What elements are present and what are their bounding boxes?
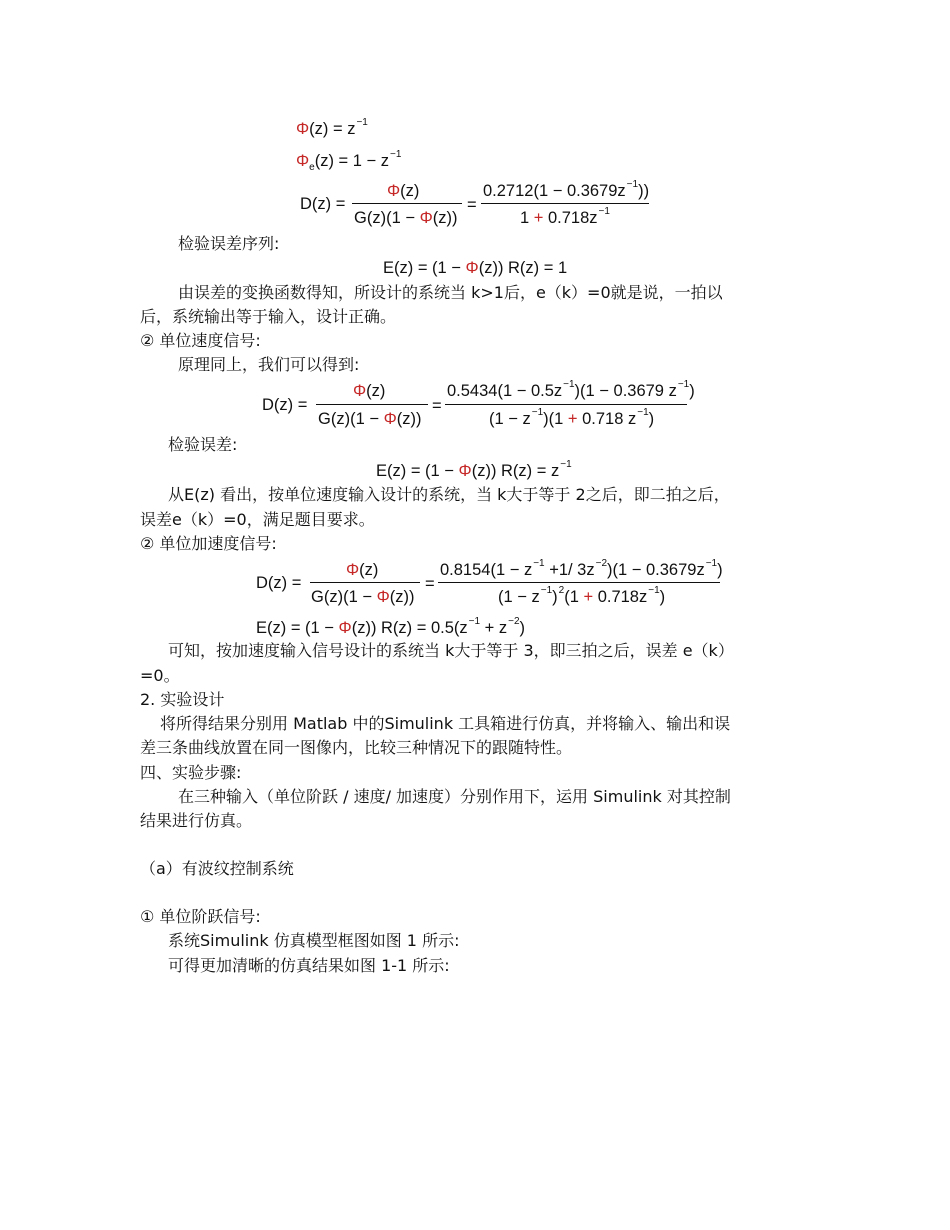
paragraph-line: 将所得结果分别用 Matlab 中的Simulink 工具箱进行仿真，并将输入、输出和误	[160, 714, 731, 733]
fraction-bar	[445, 404, 687, 405]
paragraph-line: 结果进行仿真。	[140, 811, 253, 830]
formula-d1-den1: G(z)(1 − Φ(z))	[354, 209, 458, 227]
section-heading-4: 四、实验步骤:	[140, 763, 242, 782]
formula-d2-den2: $(1 - z^{-1})(1 + 0.718$ $z^{-1}$)	[489, 407, 655, 428]
formula-phi-e: $\Phi_e(z) = 1 - z^{-1}$	[296, 149, 402, 173]
formula-e2: E(z) = (1 − Φ(z)) $R(z) = z^{-1}$	[376, 459, 572, 480]
paragraph-line: 误差e（k）=0，满足题目要求。	[140, 510, 375, 529]
formula-d1-num1: Φ(z)	[387, 182, 420, 200]
formula-d2-lhs: D(z) =	[262, 396, 308, 414]
fraction-bar	[316, 404, 428, 405]
paragraph-line: =0。	[140, 666, 180, 685]
paragraph-line: 后，系统输出等于输入，设计正确。	[140, 307, 397, 326]
paragraph-line: 可知，按加速度输入信号设计的系统当 k大于等于 3，即三拍之后，误差 e（k）	[168, 641, 734, 660]
formula-phi: $\Phi(z) = z^{-1}$	[296, 117, 368, 138]
formula-d3-num1: Φ(z)	[346, 561, 379, 579]
formula-d2-num2: $0.5434(1 - 0.5z^{-1})(1 - 0.3679$ $z^{-1}$)	[447, 379, 695, 400]
heading-step: ① 单位阶跃信号:	[140, 907, 261, 926]
paragraph-line: 原理同上，我们可以得到:	[178, 355, 360, 374]
section-heading-2: 2. 实验设计	[140, 690, 225, 709]
heading-velocity: ② 单位速度信号:	[140, 331, 261, 350]
heading-acceleration: ② 单位加速度信号:	[140, 534, 277, 553]
formula-d2-den1: G(z)(1 − Φ(z))	[318, 410, 422, 428]
formula-d1-den2: $1 + 0.718z^{-1}$	[520, 206, 610, 227]
fraction-bar	[352, 203, 462, 204]
formula-e1: E(z) = (1 − Φ(z)) R(z) = 1	[383, 259, 568, 277]
paragraph-line: 系统Simulink 仿真模型框图如图 1 所示:	[168, 931, 460, 950]
formula-d2-eq: =	[432, 397, 442, 415]
formula-d1-eq: =	[467, 196, 477, 214]
paragraph-line: 从E(z) 看出，按单位速度输入设计的系统，当 k大于等于 2之后，即二拍之后，	[168, 485, 730, 504]
formula-d2-num1: Φ(z)	[353, 382, 386, 400]
fraction-bar	[481, 203, 649, 204]
formula-d3-eq: =	[425, 575, 435, 593]
paragraph-check-error: 检验误差:	[168, 435, 238, 454]
paragraph-line: 差三条曲线放置在同一图像内，比较三种情况下的跟随特性。	[140, 738, 573, 757]
formula-e3: E(z) = (1 − Φ(z)) $R(z) = 0.5(z^{-1} + z^{-2})$	[256, 616, 526, 637]
paragraph-line: 在三种输入（单位阶跃 / 速度/ 加速度）分别作用下，运用 Simulink 对其控制	[178, 787, 731, 806]
paragraph-line: 可得更加清晰的仿真结果如图 1-1 所示:	[168, 956, 450, 975]
fraction-bar	[310, 582, 420, 583]
fraction-bar	[438, 582, 720, 583]
formula-d3-num2: $0.8154(1 - z^{-1} +1/$ $3z^{-2})(1 - 0.3679z^{-1})$	[440, 558, 723, 579]
formula-d3-den2: $(1 - z^{-1})^2(1 + 0.718z^{-1})$	[498, 585, 666, 606]
paragraph-line: 由误差的变换函数得知，所设计的系统当 k>1后，e（k）=0就是说，一拍以	[178, 283, 723, 302]
formula-d1-lhs: D(z) =	[300, 195, 346, 213]
formula-d3-lhs: D(z) =	[256, 574, 302, 592]
formula-d1-num2: $0.2712(1 - 0.3679z^{-1})$)	[483, 179, 650, 200]
formula-d3-den1: G(z)(1 − Φ(z))	[311, 588, 415, 606]
paragraph-check-error-seq: 检验误差序列:	[178, 234, 280, 253]
subsection-heading-a: （a）有波纹控制系统	[140, 859, 294, 878]
